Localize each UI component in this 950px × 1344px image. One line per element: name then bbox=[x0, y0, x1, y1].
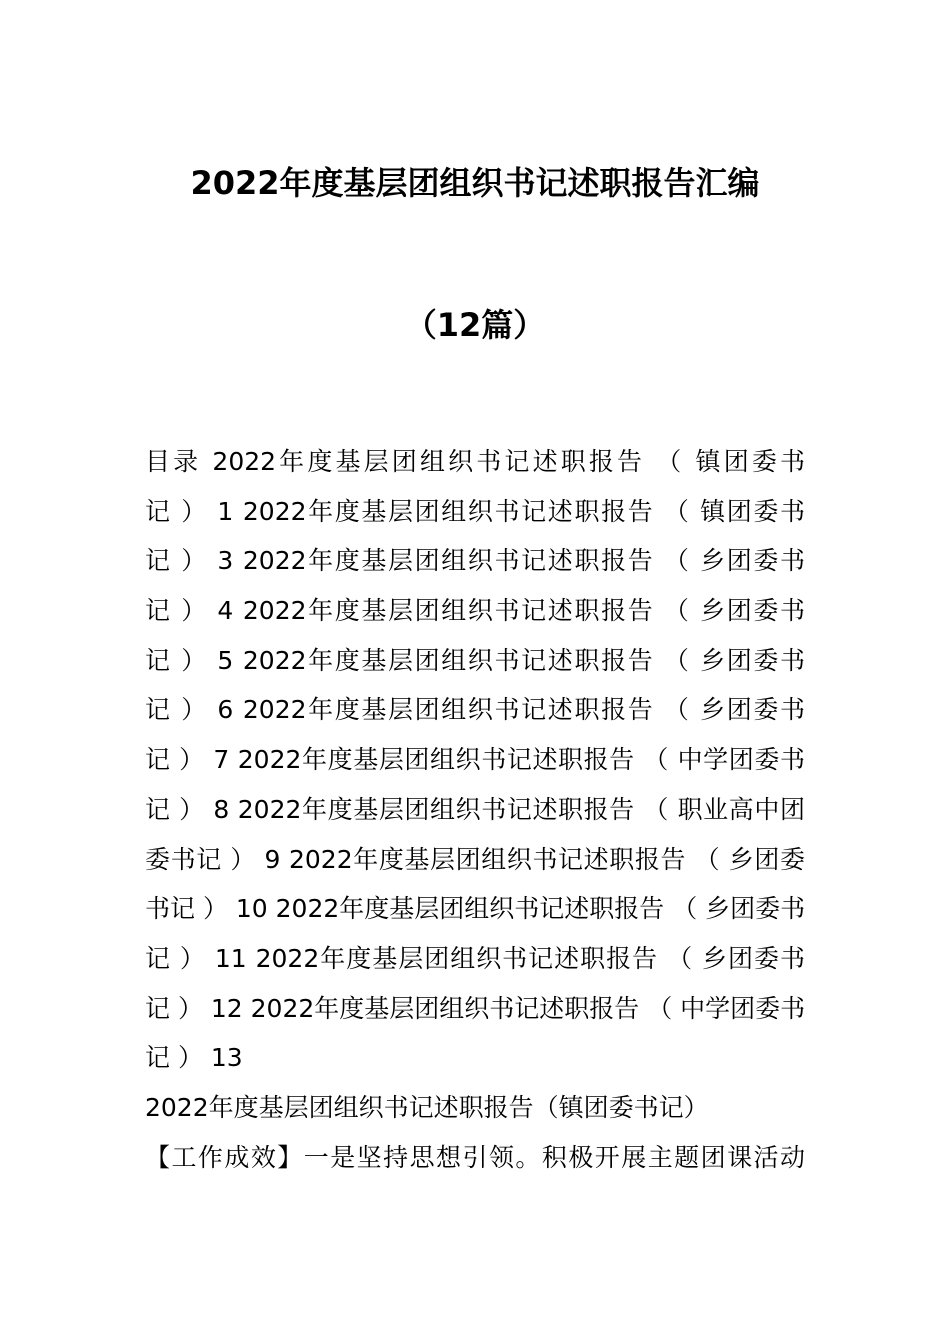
body-paragraph-line: 【工作成效】一是坚持思想引领。积极开展主题团课活动 bbox=[145, 1142, 805, 1172]
toc-line: 记 ） 8 2022年度基层团组织书记述职报告 （ 职业高中团 bbox=[145, 794, 805, 824]
toc-line: 目录 2022年度基层团组织书记述职报告 （ 镇团委书 bbox=[145, 447, 805, 476]
toc-line: 委书记 ） 9 2022年度基层团组织书记述职报告 （ 乡团委 bbox=[145, 844, 805, 874]
toc-line: 记 ） 11 2022年度基层团组织书记述职报告 （ 乡团委书 bbox=[145, 943, 805, 973]
toc-line: 记 ） 12 2022年度基层团组织书记述职报告 （ 中学团委书 bbox=[145, 993, 806, 1023]
toc-line: 记 ） 6 2022年度基层团组织书记述职报告 （ 乡团委书 bbox=[145, 695, 805, 725]
toc-line: 记 ） 3 2022年度基层团组织书记述职报告 （ 乡团委书 bbox=[145, 546, 805, 576]
document-title: 2022年度基层团组织书记述职报告汇编 bbox=[190, 164, 760, 202]
section-heading: 2022年度基层团组织书记述职报告（镇团委书记） bbox=[145, 1092, 709, 1122]
document-subtitle: （12篇） bbox=[404, 306, 546, 344]
toc-line: 记 ） 13 bbox=[145, 1043, 243, 1073]
document-body bbox=[145, 444, 805, 1189]
toc-line: 书记 ） 10 2022年度基层团组织书记述职报告 （ 乡团委书 bbox=[145, 894, 806, 924]
toc-line: 记 ） 4 2022年度基层团组织书记述职报告 （ 乡团委书 bbox=[145, 596, 805, 626]
toc-line: 记 ） 7 2022年度基层团组织书记述职报告 （ 中学团委书 bbox=[145, 745, 805, 775]
toc-line: 记 ） 1 2022年度基层团组织书记述职报告 （ 镇团委书 bbox=[145, 496, 805, 526]
toc-line: 记 ） 5 2022年度基层团组织书记述职报告 （ 乡团委书 bbox=[145, 645, 805, 675]
